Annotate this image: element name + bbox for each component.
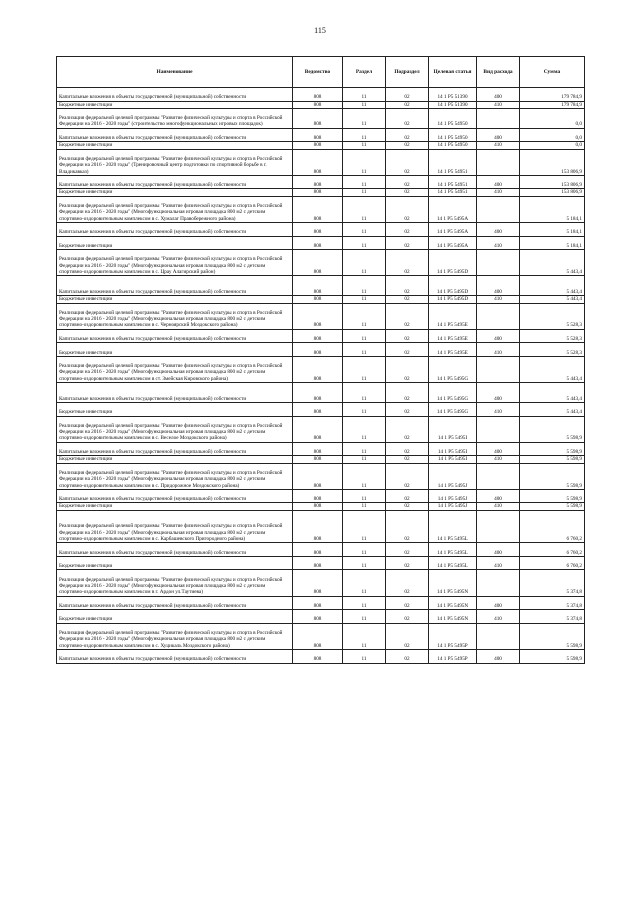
cell-department: 808	[293, 356, 343, 382]
cell-amount: 5 443,4	[520, 402, 585, 416]
table-row	[57, 189, 585, 196]
cell-expense-type	[477, 463, 520, 489]
cell-name: Бюджетные инвестиции	[57, 142, 293, 149]
cell-amount: 6 760,2	[520, 543, 585, 557]
cell-amount: 0,0	[520, 142, 585, 149]
cell-expense-type: 400	[477, 649, 520, 663]
table-row	[57, 510, 585, 543]
cell-target-article: 14 1 P5 5495E	[429, 303, 477, 329]
cell-target-article: 14 1 P5 5495I	[429, 416, 477, 442]
cell-amount: 5 598,9	[520, 463, 585, 489]
cell-target-article: 14 1 P5 5495A	[429, 222, 477, 236]
cell-target-article: 14 1 P5 5495L	[429, 543, 477, 557]
cell-section: 11	[343, 236, 386, 250]
table-row	[57, 402, 585, 416]
table-row	[57, 276, 585, 296]
header-target-article: Целевая статья	[429, 57, 477, 88]
cell-expense-type: 410	[477, 610, 520, 624]
cell-subsection: 02	[386, 402, 429, 416]
cell-amount: 179 784,9	[520, 88, 585, 102]
cell-name: Капитальные вложения в объекты государственной (муниципальной) собственности	[57, 175, 293, 189]
cell-subsection: 02	[386, 296, 429, 303]
cell-department: 808	[293, 456, 343, 463]
cell-expense-type: 410	[477, 503, 520, 510]
cell-name: Капитальные вложения в объекты государственной (муниципальной) собственности	[57, 329, 293, 343]
cell-section: 11	[343, 416, 386, 442]
cell-amount: 6 760,2	[520, 556, 585, 570]
cell-target-article: 14 1 P5 5495A	[429, 196, 477, 222]
cell-department: 808	[293, 489, 343, 503]
cell-subsection: 02	[386, 196, 429, 222]
cell-section: 11	[343, 142, 386, 149]
cell-amount: 153 806,9	[520, 175, 585, 189]
cell-amount: 5 598,9	[520, 456, 585, 463]
cell-target-article: 14 1 P5 51390	[429, 101, 477, 108]
cell-target-article: 14 1 P5 5495L	[429, 510, 477, 543]
cell-department: 808	[293, 222, 343, 236]
cell-amount: 5 184,1	[520, 222, 585, 236]
budget-table	[56, 56, 585, 664]
cell-section: 11	[343, 556, 386, 570]
cell-department: 808	[293, 442, 343, 456]
cell-subsection: 02	[386, 128, 429, 142]
table-row	[57, 570, 585, 596]
cell-expense-type: 400	[477, 442, 520, 456]
cell-target-article: 14 1 P5 5495G	[429, 356, 477, 382]
cell-amount: 5 374,8	[520, 596, 585, 610]
cell-department: 808	[293, 303, 343, 329]
table-row	[57, 128, 585, 142]
cell-expense-type: 410	[477, 142, 520, 149]
cell-section: 11	[343, 510, 386, 543]
cell-section: 11	[343, 296, 386, 303]
table-row	[57, 329, 585, 343]
cell-department: 808	[293, 610, 343, 624]
table-row	[57, 610, 585, 624]
cell-department: 808	[293, 175, 343, 189]
table-row	[57, 442, 585, 456]
cell-section: 11	[343, 489, 386, 503]
cell-expense-type: 400	[477, 489, 520, 503]
cell-expense-type	[477, 416, 520, 442]
cell-name: Бюджетные инвестиции	[57, 556, 293, 570]
cell-target-article: 14 1 P5 5495N	[429, 596, 477, 610]
cell-department: 808	[293, 296, 343, 303]
cell-department: 808	[293, 101, 343, 108]
cell-amount: 5 374,8	[520, 570, 585, 596]
table-row	[57, 296, 585, 303]
cell-target-article: 14 1 P5 5495G	[429, 402, 477, 416]
cell-section: 11	[343, 596, 386, 610]
header-amount: Сумма	[520, 57, 585, 88]
cell-amount: 5 374,8	[520, 610, 585, 624]
cell-subsection: 02	[386, 596, 429, 610]
cell-subsection: 02	[386, 329, 429, 343]
cell-target-article: 14 1 P5 54950	[429, 142, 477, 149]
cell-section: 11	[343, 402, 386, 416]
cell-expense-type	[477, 108, 520, 128]
cell-department: 808	[293, 570, 343, 596]
cell-amount: 5 528,3	[520, 343, 585, 357]
cell-expense-type	[477, 303, 520, 329]
cell-department: 808	[293, 236, 343, 250]
cell-name: Капитальные вложения в объекты государственной (муниципальной) собственности	[57, 649, 293, 663]
header-section: Раздел	[343, 57, 386, 88]
cell-department: 808	[293, 149, 343, 175]
cell-target-article: 14 1 P5 5495N	[429, 570, 477, 596]
cell-section: 11	[343, 623, 386, 649]
cell-expense-type: 410	[477, 456, 520, 463]
cell-amount: 5 184,1	[520, 236, 585, 250]
cell-name: Бюджетные инвестиции	[57, 456, 293, 463]
cell-section: 11	[343, 649, 386, 663]
cell-target-article: 14 1 P5 5495D	[429, 250, 477, 276]
cell-expense-type	[477, 250, 520, 276]
cell-section: 11	[343, 463, 386, 489]
cell-name: Бюджетные инвестиции	[57, 343, 293, 357]
cell-name: Реализация федеральной целевой программы "Развитие физической культуры и спорта в Российской Федерации на 2016 - 2020 годы" (Многофункциональная игровая площадка 800 м2 с детским спортивно-оздоровительным комплексом в г. Ардон ул.Таутиева)	[57, 570, 293, 596]
table-row	[57, 383, 585, 403]
cell-section: 11	[343, 128, 386, 142]
cell-target-article: 14 1 P5 54951	[429, 149, 477, 175]
cell-subsection: 02	[386, 303, 429, 329]
cell-amount: 5 443,4	[520, 250, 585, 276]
cell-name: Реализация федеральной целевой программы "Развитие физической культуры и спорта в Российской Федерации на 2016 - 2020 годы" (Многофункциональная игровая площадка 800 м2 с детским спортивно-оздоровительным комплексом в с. Црау Алагирский район)	[57, 250, 293, 276]
cell-section: 11	[343, 456, 386, 463]
header-department: Ведомство	[293, 57, 343, 88]
cell-amount: 153 806,9	[520, 189, 585, 196]
cell-department: 808	[293, 128, 343, 142]
cell-expense-type	[477, 356, 520, 382]
cell-amount: 6 760,2	[520, 510, 585, 543]
cell-department: 808	[293, 250, 343, 276]
cell-subsection: 02	[386, 442, 429, 456]
cell-amount: 5 528,3	[520, 303, 585, 329]
table-row	[57, 236, 585, 250]
cell-section: 11	[343, 101, 386, 108]
cell-name: Реализация федеральной целевой программы "Развитие физической культуры и спорта в Российской Федерации на 2016 - 2020 годы" (Многофункциональная игровая площадка 800 м2 с детским спортивно-оздоровительным комплексом в с. Веселое Моздокского района)	[57, 416, 293, 442]
cell-name: Бюджетные инвестиции	[57, 503, 293, 510]
table-row	[57, 623, 585, 649]
table-row	[57, 416, 585, 442]
cell-department: 808	[293, 329, 343, 343]
cell-subsection: 02	[386, 456, 429, 463]
cell-amount: 5 443,4	[520, 276, 585, 296]
cell-section: 11	[343, 108, 386, 128]
cell-department: 808	[293, 416, 343, 442]
cell-amount: 5 184,1	[520, 196, 585, 222]
cell-expense-type: 400	[477, 222, 520, 236]
cell-expense-type: 410	[477, 402, 520, 416]
cell-name: Бюджетные инвестиции	[57, 189, 293, 196]
table-row	[57, 88, 585, 102]
cell-target-article: 14 1 P5 5495P	[429, 649, 477, 663]
table-header-row	[57, 57, 585, 88]
cell-department: 808	[293, 543, 343, 557]
cell-target-article: 14 1 P5 51390	[429, 88, 477, 102]
cell-name: Бюджетные инвестиции	[57, 236, 293, 250]
table-row	[57, 556, 585, 570]
cell-name: Реализация федеральной целевой программы "Развитие физической культуры и спорта в Российской Федерации на 2016 - 2020 годы" (Многофункциональная игровая площадка 800 м2 с детским спортивно-оздоровительным комплексом в с. Хумалаг Правобережного района)	[57, 196, 293, 222]
cell-department: 808	[293, 142, 343, 149]
cell-name: Капитальные вложения в объекты государственной (муниципальной) собственности	[57, 442, 293, 456]
cell-name: Реализация федеральной целевой программы "Развитие физической культуры и спорта в Российской Федерации на 2016 - 2020 годы" (Многофункциональная игровая площадка 800 м2 с детским спортивно-оздоровительным комплексом в с. Черноярский Моздокского района)	[57, 303, 293, 329]
cell-name: Бюджетные инвестиции	[57, 101, 293, 108]
cell-subsection: 02	[386, 416, 429, 442]
cell-department: 808	[293, 343, 343, 357]
table-row	[57, 108, 585, 128]
cell-expense-type: 410	[477, 343, 520, 357]
cell-target-article: 14 1 P5 54950	[429, 128, 477, 142]
cell-subsection: 02	[386, 556, 429, 570]
cell-section: 11	[343, 88, 386, 102]
cell-target-article: 14 1 P5 5495N	[429, 610, 477, 624]
cell-amount: 5 598,9	[520, 503, 585, 510]
cell-section: 11	[343, 222, 386, 236]
cell-name: Капитальные вложения в объекты государственной (муниципальной) собственности	[57, 222, 293, 236]
cell-department: 808	[293, 463, 343, 489]
cell-name: Бюджетные инвестиции	[57, 610, 293, 624]
cell-subsection: 02	[386, 88, 429, 102]
cell-target-article: 14 1 P5 5495E	[429, 343, 477, 357]
cell-subsection: 02	[386, 149, 429, 175]
cell-amount: 5 598,9	[520, 623, 585, 649]
cell-section: 11	[343, 356, 386, 382]
cell-department: 808	[293, 196, 343, 222]
cell-amount: 5 443,4	[520, 296, 585, 303]
cell-expense-type: 400	[477, 543, 520, 557]
cell-subsection: 02	[386, 250, 429, 276]
cell-amount: 5 598,9	[520, 489, 585, 503]
cell-department: 808	[293, 556, 343, 570]
cell-department: 808	[293, 596, 343, 610]
cell-target-article: 14 1 P5 5495J	[429, 463, 477, 489]
table-row	[57, 596, 585, 610]
cell-department: 808	[293, 88, 343, 102]
cell-target-article: 14 1 P5 5495J	[429, 489, 477, 503]
cell-subsection: 02	[386, 356, 429, 382]
cell-target-article: 14 1 P5 5495J	[429, 503, 477, 510]
cell-section: 11	[343, 570, 386, 596]
cell-name: Бюджетные инвестиции	[57, 296, 293, 303]
cell-section: 11	[343, 383, 386, 403]
cell-subsection: 02	[386, 343, 429, 357]
cell-amount: 5 528,3	[520, 329, 585, 343]
cell-target-article: 14 1 P5 5495P	[429, 623, 477, 649]
cell-target-article: 14 1 P5 54951	[429, 189, 477, 196]
cell-department: 808	[293, 189, 343, 196]
cell-name: Реализация федеральной целевой программы "Развитие физической культуры и спорта в Российской Федерации на 2016 - 2020 годы" (Многофункциональная игровая площадка 800 м2 с детским спортивно-оздоровительным комплексом в ст. Змейская Кировского района)	[57, 356, 293, 382]
cell-expense-type: 400	[477, 88, 520, 102]
cell-expense-type: 400	[477, 329, 520, 343]
cell-section: 11	[343, 343, 386, 357]
cell-target-article: 14 1 P5 5495A	[429, 236, 477, 250]
cell-section: 11	[343, 189, 386, 196]
cell-expense-type: 410	[477, 101, 520, 108]
table-row	[57, 543, 585, 557]
table-row	[57, 250, 585, 276]
cell-expense-type: 410	[477, 556, 520, 570]
cell-name: Реализация федеральной целевой программы "Развитие физической культуры и спорта в Российской Федерации на 2016 - 2020 годы" (Многофункциональная игровая площадка 800 м2 с детским спортивно-оздоровительным комплексом в с. Хуцикаль Моздокского района)	[57, 623, 293, 649]
cell-subsection: 02	[386, 489, 429, 503]
cell-name: Капитальные вложения в объекты государственной (муниципальной) собственности	[57, 383, 293, 403]
cell-subsection: 02	[386, 383, 429, 403]
cell-subsection: 02	[386, 222, 429, 236]
cell-amount: 0,0	[520, 108, 585, 128]
cell-section: 11	[343, 442, 386, 456]
table-row	[57, 343, 585, 357]
cell-department: 808	[293, 383, 343, 403]
cell-subsection: 02	[386, 189, 429, 196]
cell-name: Капитальные вложения в объекты государственной (муниципальной) собственности	[57, 276, 293, 296]
cell-name: Реализация федеральной целевой программы "Развитие физической культуры и спорта в Российской Федерации на 2016 - 2020 годы" (Многофункциональная игровая площадка 800 м2 с детским спортивно-оздоровительным комплексом в с. Придорожное Моздокского района)	[57, 463, 293, 489]
cell-name: Капитальные вложения в объекты государственной (муниципальной) собственности	[57, 596, 293, 610]
header-expense-type: Вид расхода	[477, 57, 520, 88]
cell-subsection: 02	[386, 101, 429, 108]
cell-name: Реализация федеральной целевой программы "Развитие физической культуры и спорта в Российской Федерации на 2016 - 2020 годы" (строительство многофункциональных игровых площадок)	[57, 108, 293, 128]
cell-name: Бюджетные инвестиции	[57, 402, 293, 416]
cell-department: 808	[293, 108, 343, 128]
cell-amount: 5 598,9	[520, 649, 585, 663]
cell-section: 11	[343, 503, 386, 510]
cell-name: Реализация федеральной целевой программы "Развитие физической культуры и спорта в Российской Федерации на 2016 - 2020 годы" (Тренировочный центр подготовки по спортивной борьбе в г. Владикавказ)	[57, 149, 293, 175]
cell-expense-type: 400	[477, 596, 520, 610]
cell-subsection: 02	[386, 142, 429, 149]
cell-section: 11	[343, 543, 386, 557]
cell-amount: 5 598,9	[520, 416, 585, 442]
cell-department: 808	[293, 510, 343, 543]
cell-target-article: 14 1 P5 5495L	[429, 556, 477, 570]
cell-section: 11	[343, 276, 386, 296]
cell-subsection: 02	[386, 649, 429, 663]
header-subsection: Подраздел	[386, 57, 429, 88]
cell-name: Капитальные вложения в объекты государственной (муниципальной) собственности	[57, 543, 293, 557]
table-row	[57, 503, 585, 510]
cell-target-article: 14 1 P5 54951	[429, 175, 477, 189]
cell-target-article: 14 1 P5 5495I	[429, 456, 477, 463]
cell-expense-type	[477, 570, 520, 596]
cell-department: 808	[293, 402, 343, 416]
cell-target-article: 14 1 P5 54950	[429, 108, 477, 128]
cell-department: 808	[293, 276, 343, 296]
cell-target-article: 14 1 P5 5495G	[429, 383, 477, 403]
cell-expense-type: 410	[477, 189, 520, 196]
table-row	[57, 649, 585, 663]
cell-expense-type	[477, 196, 520, 222]
cell-expense-type	[477, 149, 520, 175]
cell-expense-type	[477, 623, 520, 649]
cell-subsection: 02	[386, 108, 429, 128]
cell-amount: 5 598,9	[520, 442, 585, 456]
cell-section: 11	[343, 610, 386, 624]
cell-expense-type	[477, 510, 520, 543]
cell-section: 11	[343, 196, 386, 222]
cell-amount: 5 443,4	[520, 356, 585, 382]
cell-expense-type: 400	[477, 175, 520, 189]
cell-subsection: 02	[386, 276, 429, 296]
cell-expense-type: 410	[477, 296, 520, 303]
cell-target-article: 14 1 P5 5495D	[429, 276, 477, 296]
header-name: Наименование	[57, 57, 293, 88]
cell-amount: 153 806,9	[520, 149, 585, 175]
cell-name: Капитальные вложения в объекты государственной (муниципальной) собственности	[57, 88, 293, 102]
cell-subsection: 02	[386, 236, 429, 250]
cell-target-article: 14 1 P5 5495E	[429, 329, 477, 343]
cell-expense-type: 400	[477, 276, 520, 296]
table-row	[57, 101, 585, 108]
cell-target-article: 14 1 P5 5495I	[429, 442, 477, 456]
cell-department: 808	[293, 623, 343, 649]
cell-amount: 179 784,9	[520, 101, 585, 108]
cell-subsection: 02	[386, 510, 429, 543]
cell-subsection: 02	[386, 543, 429, 557]
table-row	[57, 196, 585, 222]
cell-subsection: 02	[386, 570, 429, 596]
cell-section: 11	[343, 175, 386, 189]
table-row	[57, 149, 585, 175]
cell-name: Капитальные вложения в объекты государственной (муниципальной) собственности	[57, 128, 293, 142]
cell-subsection: 02	[386, 503, 429, 510]
cell-department: 808	[293, 503, 343, 510]
cell-name: Капитальные вложения в объекты государственной (муниципальной) собственности	[57, 489, 293, 503]
table-body	[57, 88, 585, 664]
table-row	[57, 175, 585, 189]
cell-amount: 5 443,4	[520, 383, 585, 403]
cell-target-article: 14 1 P5 5495D	[429, 296, 477, 303]
cell-section: 11	[343, 329, 386, 343]
cell-expense-type: 410	[477, 236, 520, 250]
cell-amount: 0,0	[520, 128, 585, 142]
cell-subsection: 02	[386, 610, 429, 624]
cell-expense-type: 400	[477, 128, 520, 142]
table-row	[57, 463, 585, 489]
cell-department: 808	[293, 649, 343, 663]
cell-section: 11	[343, 303, 386, 329]
cell-expense-type: 400	[477, 383, 520, 403]
page-number: 115	[314, 26, 326, 35]
cell-section: 11	[343, 149, 386, 175]
table-row	[57, 356, 585, 382]
table-row	[57, 142, 585, 149]
cell-section: 11	[343, 250, 386, 276]
table-row	[57, 222, 585, 236]
table-row	[57, 303, 585, 329]
cell-subsection: 02	[386, 623, 429, 649]
table-row	[57, 456, 585, 463]
table-row	[57, 489, 585, 503]
cell-subsection: 02	[386, 175, 429, 189]
cell-name: Реализация федеральной целевой программы "Развитие физической культуры и спорта в Российской Федерации на 2016 - 2020 годы" (Многофункциональная игровая площадка 800 м2 с детским спортивно-оздоровительным комплексом в с. Карбашевского Пригородного района)	[57, 510, 293, 543]
cell-subsection: 02	[386, 463, 429, 489]
